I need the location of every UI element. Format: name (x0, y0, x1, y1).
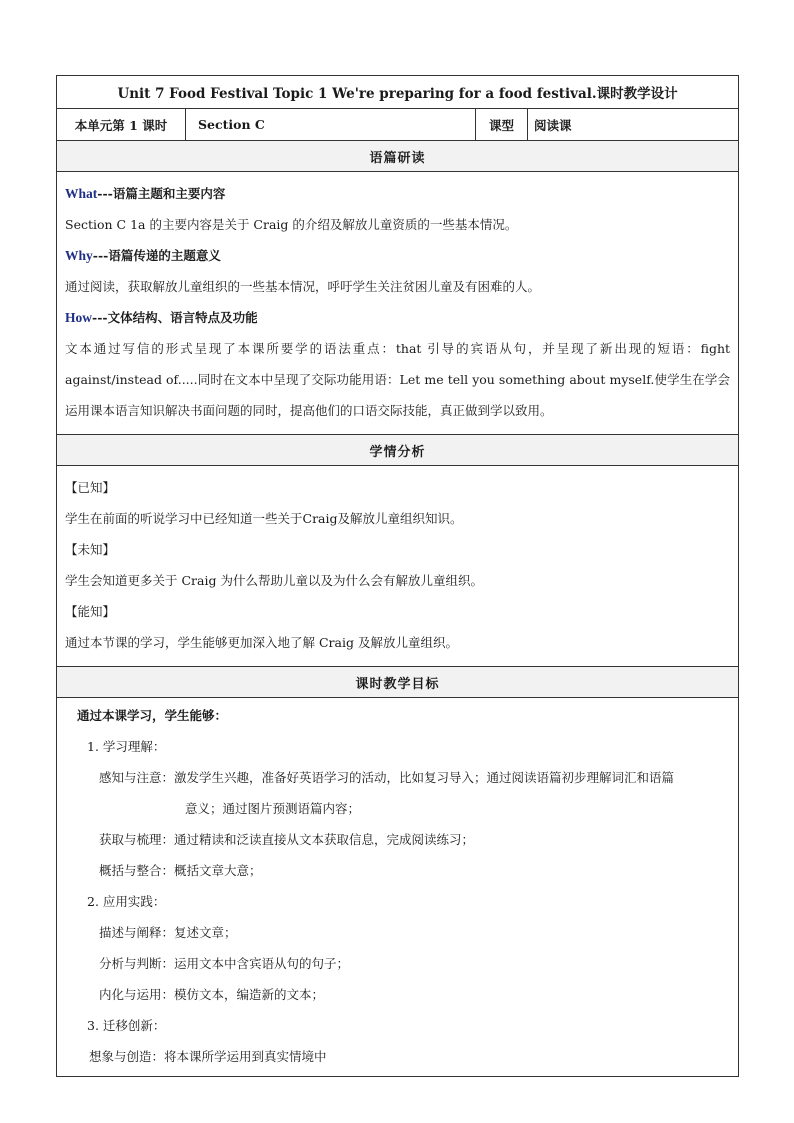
goal-3a: 想象与创造：将本课所学运用到真实情境中 (89, 1049, 327, 1064)
analysis-section-body (57, 466, 739, 667)
goals-intro: 通过本课学习，学生能够： (77, 708, 228, 723)
what-heading (65, 178, 730, 209)
how-text: 文本通过写信的形式呈现了本课所要学的语法重点：that 引导的宾语从句，并呈现了新出现的短语：fight against/instead of.....同时在文本中呈现了交际功能用语：Let me tell you something about myself.使学生在学会运用课本语言知识解决书面问题的同时，提高他们的口语交际技能，真正做到学以致用。 (65, 341, 731, 418)
goal-2b: 分析与判断：运用文本中含宾语从句的句子； (99, 956, 350, 971)
goals-section-header: 课时教学目标 (57, 667, 739, 698)
how-tag: How (65, 310, 92, 325)
goal-1b: 获取与梳理：通过精读和泛读直接从文本获取信息，完成阅读练习； (99, 832, 475, 847)
able-text: 通过本节课的学习，学生能够更加深入地了解 Craig 及解放儿童组织。 (65, 635, 458, 650)
lesson-plan-table (56, 75, 739, 1077)
section-cell: Section C (186, 109, 476, 141)
what-tag: What (65, 186, 98, 201)
goal-1-heading: 1. 学习理解： (87, 739, 166, 754)
unknown-text: 学生会知道更多关于 Craig 为什么帮助儿童以及为什么会有解放儿童组织。 (65, 573, 483, 588)
reading-section-header: 语篇研读 (57, 141, 739, 172)
how-heading-text: ---文体结构、语言特点及功能 (92, 310, 258, 325)
how-heading (65, 302, 730, 333)
document-title: Unit 7 Food Festival Topic 1 We're preparing for a food festival.课时教学设计 (57, 76, 739, 109)
goal-2c: 内化与运用：模仿文本，编造新的文本； (99, 987, 325, 1002)
able-label: 【能知】 (65, 604, 116, 619)
known-text: 学生在前面的听说学习中已经知道一些关于Craig及解放儿童组织知识。 (65, 511, 463, 526)
why-tag: Why (65, 248, 93, 263)
goal-2-heading: 2. 应用实践： (87, 894, 166, 909)
type-label-cell: 课型 (476, 109, 528, 141)
what-heading-text: ---语篇主题和主要内容 (97, 186, 226, 201)
goals-section-body (57, 698, 739, 1077)
goal-3-heading: 3. 迁移创新： (87, 1018, 166, 1033)
why-heading-text: ---语篇传递的主题意义 (92, 248, 221, 263)
unknown-label: 【未知】 (65, 542, 116, 557)
goal-2a: 描述与阐释：复述文章； (99, 925, 237, 940)
goal-1a-cont: 意义；通过图片预测语篇内容； (185, 801, 361, 816)
reading-section-body (57, 172, 739, 435)
what-text: Section C 1a 的主要内容是关于 Craig 的介绍及解放儿童资质的一些基本情况。 (65, 217, 518, 232)
why-text: 通过阅读，获取解放儿童组织的一些基本情况，呼吁学生关注贫困儿童及有困难的人。 (65, 279, 541, 294)
goal-1a: 感知与注意：激发学生兴趣，准备好英语学习的活动，比如复习导入；通过阅读语篇初步理解词汇和语篇 (99, 770, 675, 785)
lesson-plan-document (56, 75, 738, 1077)
analysis-section-header: 学情分析 (57, 435, 739, 466)
goal-1c: 概括与整合：概括文章大意； (99, 863, 262, 878)
type-value-cell: 阅读课 (528, 109, 739, 141)
why-heading (65, 240, 730, 271)
known-label: 【已知】 (65, 480, 116, 495)
unit-lesson-cell: 本单元第 1 课时 (57, 109, 186, 141)
